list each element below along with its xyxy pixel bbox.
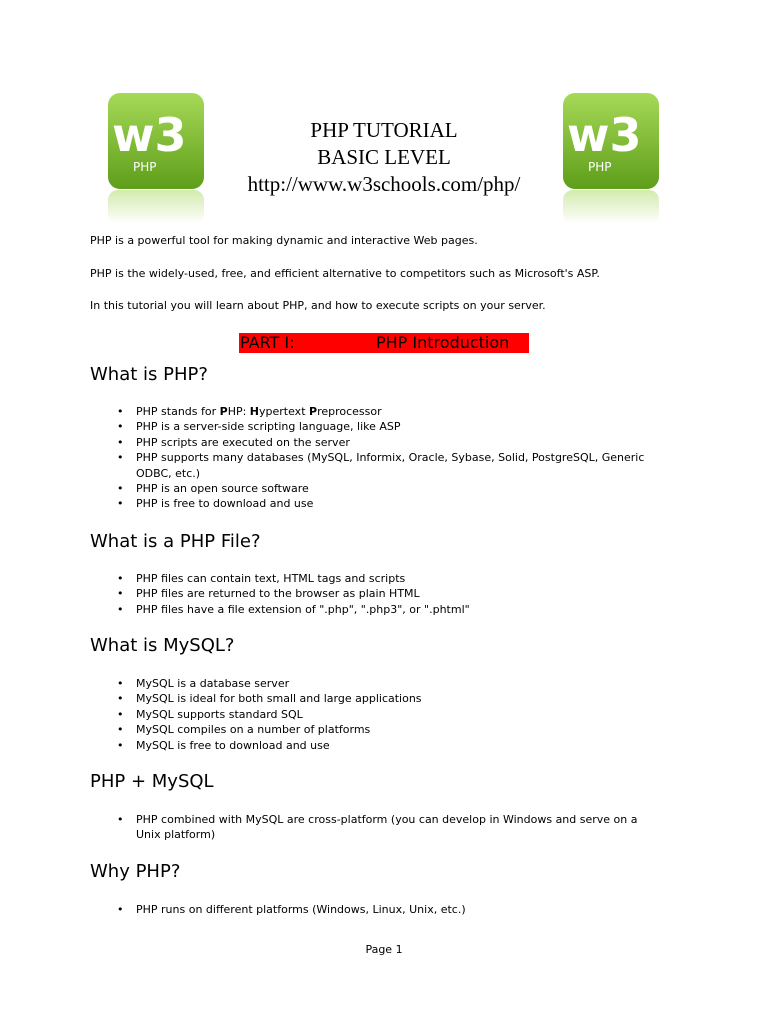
list-why-php	[117, 902, 656, 917]
list-what-is-mysql	[117, 676, 656, 753]
list-item: • PHP runs on different platforms (Windows, Linux, Unix, etc.)	[117, 902, 656, 917]
list-item: • PHP combined with MySQL are cross-platform (you can develop in Windows and serve on a Unix platform)	[117, 812, 656, 843]
list-item: • PHP scripts are executed on the server	[117, 435, 656, 450]
list-item: • MySQL compiles on a number of platforms	[117, 722, 656, 737]
section-heading-what-is-mysql: What is MySQL?	[90, 635, 235, 656]
logo-letters: w3	[567, 108, 642, 162]
title-line-2: BASIC LEVEL	[317, 145, 451, 169]
intro-paragraph-2: PHP is the widely-used, free, and efficient alternative to competitors such as Microsoft's ASP.	[90, 267, 600, 280]
section-heading-php-mysql: PHP + MySQL	[90, 771, 214, 792]
intro-paragraph-1: PHP is a powerful tool for making dynamic and interactive Web pages.	[90, 234, 478, 247]
part-banner	[239, 333, 529, 353]
list-item: • MySQL supports standard SQL	[117, 707, 656, 722]
list-item: • PHP is free to download and use	[117, 496, 656, 511]
list-item: • MySQL is free to download and use	[117, 738, 656, 753]
page-number: Page 1	[365, 943, 403, 956]
logo-reflection-left	[108, 190, 204, 224]
list-php-mysql	[117, 812, 656, 843]
title-line-1: PHP TUTORIAL	[310, 118, 458, 142]
logo-letters: w3	[112, 108, 187, 162]
section-heading-php-file: What is a PHP File?	[90, 531, 261, 552]
list-item: • PHP supports many databases (MySQL, Informix, Oracle, Sybase, Solid, PostgreSQL, Generic ODBC, etc.)	[117, 450, 656, 481]
logo-reflection-right	[563, 190, 659, 224]
list-item: • PHP files can contain text, HTML tags and scripts	[117, 571, 656, 586]
w3-php-logo-right	[563, 93, 659, 189]
document-title	[220, 117, 548, 198]
list-php-file	[117, 571, 656, 617]
title-url: http://www.w3schools.com/php/	[247, 172, 521, 196]
list-what-is-php	[117, 404, 656, 512]
section-heading-what-is-php: What is PHP?	[90, 364, 208, 385]
section-heading-why-php: Why PHP?	[90, 861, 181, 882]
list-item: • PHP files are returned to the browser as plain HTML	[117, 586, 656, 601]
list-item: • PHP is an open source software	[117, 481, 656, 496]
list-item: • MySQL is a database server	[117, 676, 656, 691]
w3-php-logo-left	[108, 93, 204, 189]
logo-badge: PHP	[133, 160, 157, 174]
list-item: • PHP stands for PHP: Hypertext Preprocessor	[117, 404, 656, 419]
list-item: • PHP files have a file extension of ".php", ".php3", or ".phtml"	[117, 602, 656, 617]
part-title: PHP Introduction	[376, 333, 510, 352]
intro-paragraph-3: In this tutorial you will learn about PHP, and how to execute scripts on your server.	[90, 299, 546, 312]
part-number: PART I:	[240, 333, 295, 352]
list-item: • MySQL is ideal for both small and large applications	[117, 691, 656, 706]
list-item: • PHP is a server-side scripting language, like ASP	[117, 419, 656, 434]
logo-badge: PHP	[588, 160, 612, 174]
